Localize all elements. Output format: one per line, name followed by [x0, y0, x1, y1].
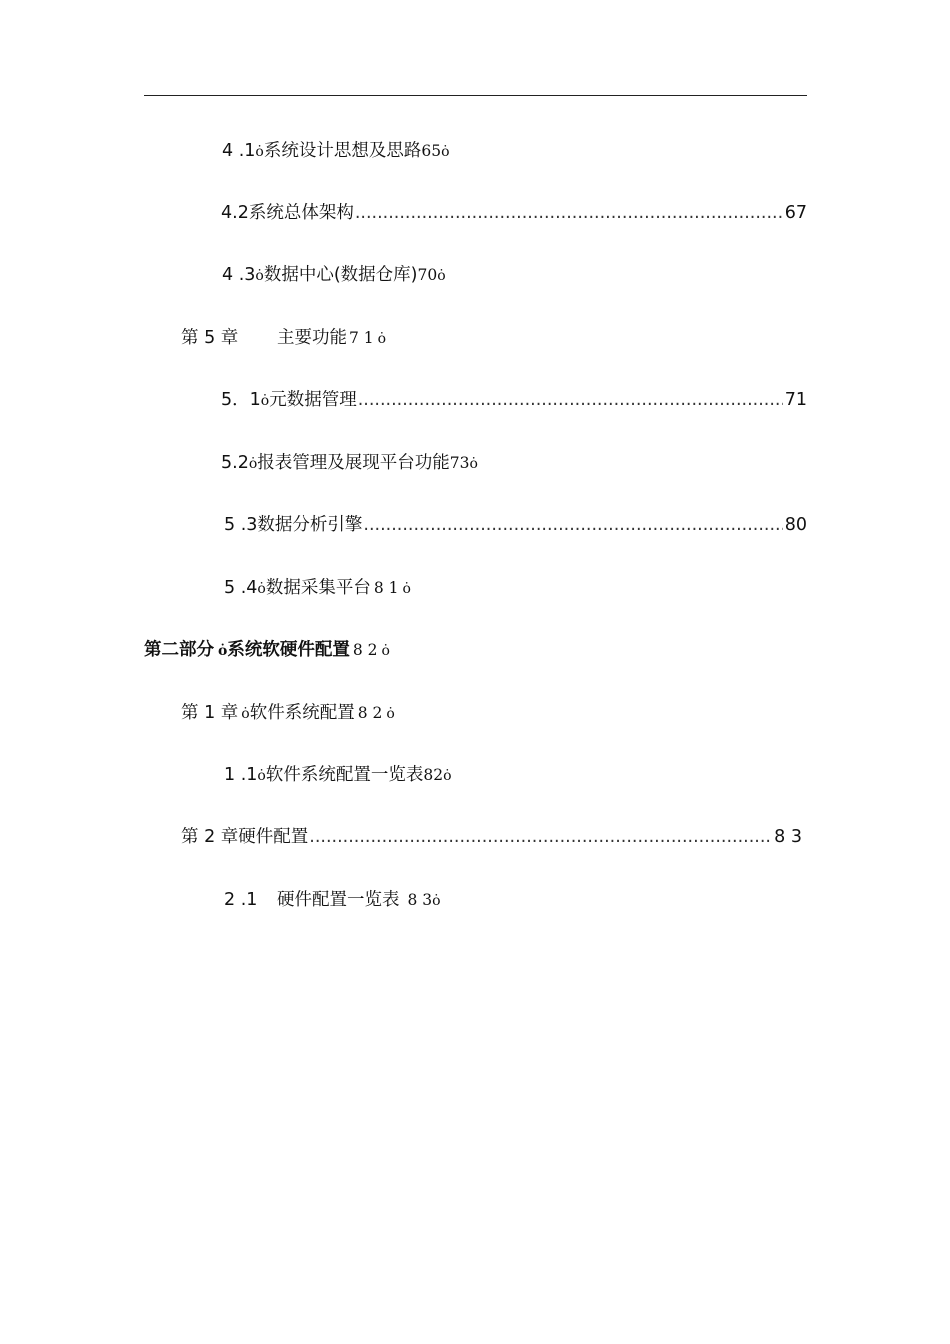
toc-number: 5．1	[221, 390, 261, 410]
toc-title: 数据中心(数据仓库)	[263, 265, 418, 285]
toc-entry-chapter-5[interactable]	[181, 325, 386, 351]
toc-number: 2 .1	[224, 890, 258, 910]
toc-number: 4.2	[221, 203, 249, 223]
toc-page-number: 71	[784, 390, 807, 410]
toc-tail-marker: ȯ	[441, 144, 450, 160]
toc-tail-marker: ȯ	[377, 331, 387, 347]
toc-page-number: 82	[423, 766, 444, 784]
toc-title: 硬件配置一览表	[277, 890, 400, 910]
toc-tail-marker: ȯ	[437, 268, 446, 284]
header-rule	[144, 95, 807, 96]
toc-number: 4 .3	[222, 265, 256, 285]
toc-number: 5 .4	[224, 578, 258, 598]
toc-marker: ȯ	[248, 456, 258, 472]
toc-entry-5-1[interactable]	[221, 387, 807, 413]
toc-tail-marker: ȯ	[386, 706, 395, 722]
toc-entry-5-3[interactable]	[224, 512, 807, 538]
toc-number: 5 .3	[224, 515, 258, 535]
toc-title: 系统设计思想及思路	[263, 141, 422, 161]
toc-entry-part-2[interactable]	[144, 637, 390, 663]
toc-page-number: 8 3	[774, 827, 802, 847]
toc-number: 5.2	[221, 453, 249, 473]
toc-dot-leader	[355, 200, 783, 226]
toc-dot-leader	[363, 512, 782, 538]
toc-number: 1 .1	[224, 765, 258, 785]
toc-marker: ȯ	[257, 768, 266, 784]
toc-page-number: 8 3	[407, 891, 433, 909]
toc-page-number: 80	[784, 515, 807, 535]
toc-number: 4 .1	[222, 141, 256, 161]
toc-tail-marker: ȯ	[381, 643, 390, 659]
toc-marker: ȯ	[218, 643, 228, 659]
toc-marker: ȯ	[241, 706, 250, 722]
toc-page-number: 7 1	[349, 329, 374, 347]
toc-page-number: 8 2	[352, 641, 378, 659]
toc-entry-4-3[interactable]	[222, 262, 446, 288]
toc-title: 数据采集平台	[265, 578, 371, 598]
toc-page-number: 8 2	[357, 704, 383, 722]
toc-title: 元数据管理	[269, 390, 357, 410]
toc-entry-chapter-2[interactable]	[181, 824, 802, 850]
toc-entry-4-2[interactable]	[221, 200, 807, 226]
toc-page-number: 65	[421, 142, 442, 160]
toc-title: 软件系统配置一览表	[265, 765, 424, 785]
toc-marker: ȯ	[255, 268, 264, 284]
toc-tail-marker: ȯ	[469, 456, 478, 472]
toc-entry-1-1[interactable]	[224, 762, 452, 788]
toc-page-number: 8 1	[373, 579, 399, 597]
toc-page-number: 73	[449, 454, 470, 472]
toc-title: 系统总体架构	[248, 203, 354, 223]
toc-dot-leader	[309, 824, 772, 850]
toc-entry-5-2[interactable]	[221, 450, 478, 476]
toc-marker: ȯ	[257, 581, 266, 597]
toc-number: 第 1 章	[181, 703, 239, 723]
toc-tail-marker: ȯ	[443, 768, 452, 784]
toc-entry-4-1[interactable]	[222, 138, 450, 164]
toc-entry-5-4[interactable]	[224, 575, 411, 601]
toc-title: 数据分析引擎	[257, 515, 363, 535]
toc-title: 系统软硬件配置	[227, 640, 350, 660]
toc-marker: ȯ	[255, 144, 264, 160]
toc-number: 第 2 章	[181, 827, 239, 847]
toc-tail-marker: ȯ	[432, 893, 441, 909]
toc-entry-chapter-1[interactable]	[181, 700, 395, 726]
toc-tail-marker: ȯ	[402, 581, 411, 597]
toc-marker: ȯ	[260, 393, 270, 409]
toc-page-number: 70	[417, 266, 438, 284]
toc-title: 软件系统配置	[249, 703, 355, 723]
toc-number: 第二部分	[144, 640, 214, 660]
toc-entry-2-1[interactable]	[224, 887, 441, 913]
toc-title: 硬件配置	[238, 827, 309, 847]
toc-dot-leader	[358, 387, 783, 413]
toc-title: 主要功能	[277, 328, 347, 348]
toc-page-number: 67	[784, 203, 807, 223]
toc-number: 第 5 章	[181, 328, 239, 348]
toc-title: 报表管理及展现平台功能	[257, 453, 450, 473]
